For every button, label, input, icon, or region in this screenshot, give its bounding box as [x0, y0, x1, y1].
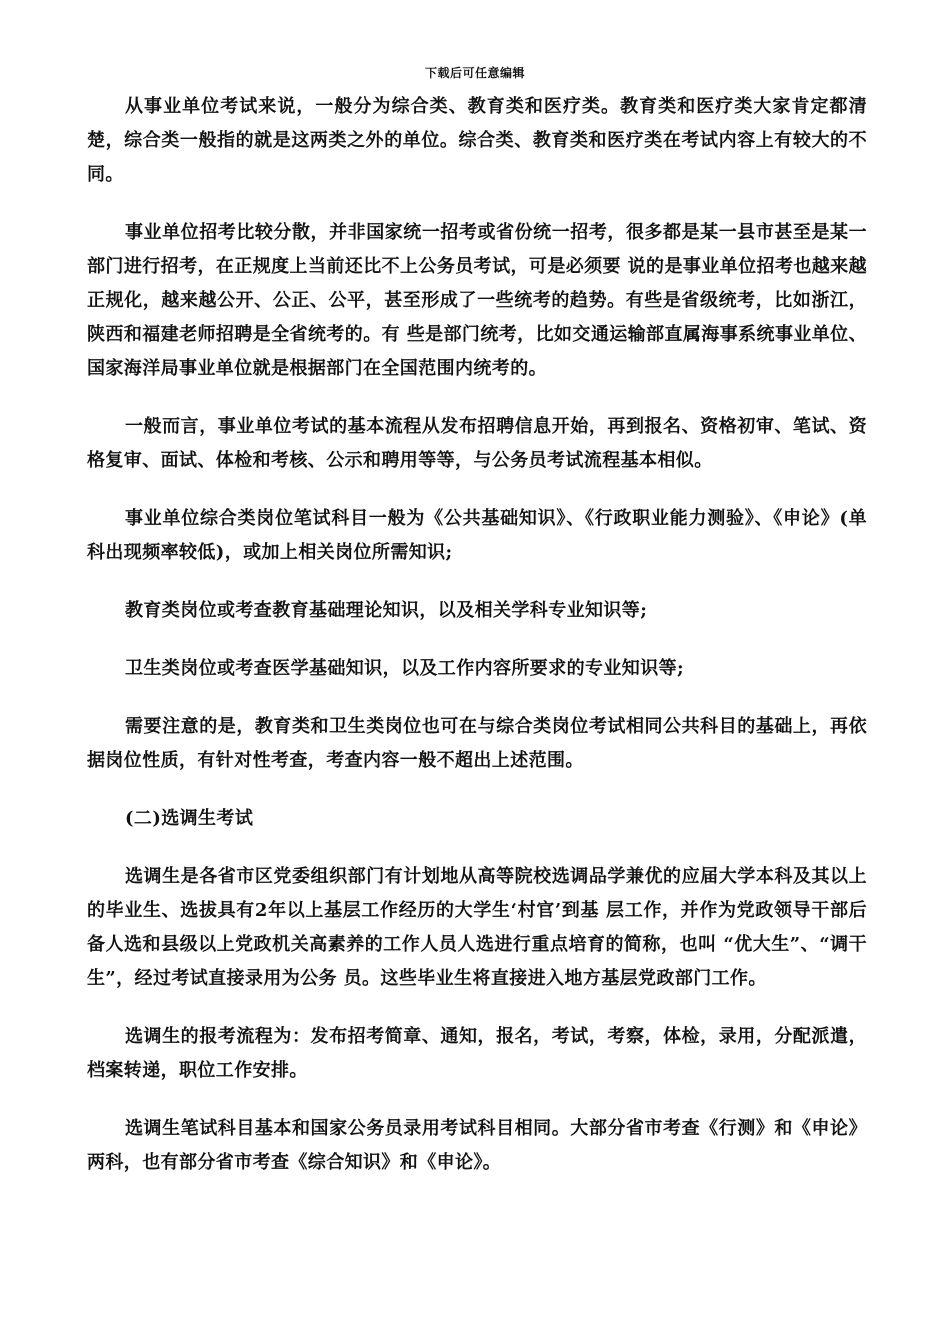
paragraph-selected-graduates-subjects: 选调生笔试科目基本和国家公务员录用考试科目相同。大部分省市考查《行测》和《申论》两科，也有部分省市考查《综合知识》和《申论》。 [87, 1118, 867, 1173]
paragraph-note: 需要注意的是，教育类和卫生类岗位也可在与综合类岗位考试相同公共科目的基础上，再依据岗位性质，有针对性考查，考查内容一般不超出上述范围。 [87, 716, 867, 771]
paragraph-education-subjects: 教育类岗位或考查教育基础理论知识，以及相关学科专业知识等; [125, 600, 648, 621]
paragraph-exam-process: 一般而言，事业单位考试的基本流程从发布招聘信息开始，再到报名、资格初审、笔试、资格复审、面试、体检和考核、公示和聘用等等，与公务员考试流程基本相似。 [87, 416, 867, 471]
paragraph-selected-graduates-definition: 选调生是各省市区党委组织部门有计划地从高等院校选调品学兼优的应届大学本科及其以上的毕业生、选拔具有2年以上基层工作经历的大学生‘村官’到基 层工作，并作为党政领导干部后备人选和县级以上党政机关高素养的工作人员人选进行重点培育的简称，也叫 “优大生”、“调干生”，经过考试直接录用为公务 员。这些毕业生将直接进入地方基层党政部门工作。 [87, 866, 867, 989]
paragraph-selected-graduates-process: 选调生的报考流程为：发布招考简章、通知，报名，考试，考察，体检，录用，分配派遣，档案转递，职位工作安排。 [87, 1026, 867, 1081]
document-body [87, 90, 867, 1204]
paragraph-exam-categories: 从事业单位考试来说，一般分为综合类、教育类和医疗类。教育类和医疗类大家肯定都清楚，综合类一般指的就是这两类之外的单位。综合类、教育类和医疗类在考试内容上有较大的不同。 [87, 96, 867, 185]
paragraph-general-subjects: 事业单位综合类岗位笔试科目一般为《公共基础知识》、《行政职业能力测验》、《申论》(单科出现频率较低)，或加上相关岗位所需知识; [87, 508, 867, 563]
section-heading-selected-graduates: (二)选调生考试 [125, 808, 254, 829]
page-header: 下载后可任意编辑 [424, 66, 525, 80]
paragraph-recruitment-scope: 事业单位招考比较分散，并非国家统一招考或省份统一招考，很多都是某一县市甚至是某一部门进行招考，在正规度上当前还比不上公务员考试，可是必须要 说的是事业单位招考也越来越正规化，越来越公开、公正、公平，甚至形成了一些统考的趋势。有些是省级统考，比如浙江，陕西和福建老师招聘是全省统考的。有 些是部门统考，比如交通运输部直属海事系统事业单位、国家海洋局事业单位就是根据部门在全国范围内统考的。 [87, 222, 867, 379]
paragraph-health-subjects: 卫生类岗位或考查医学基础知识，以及工作内容所要求的专业知识等; [125, 658, 685, 679]
